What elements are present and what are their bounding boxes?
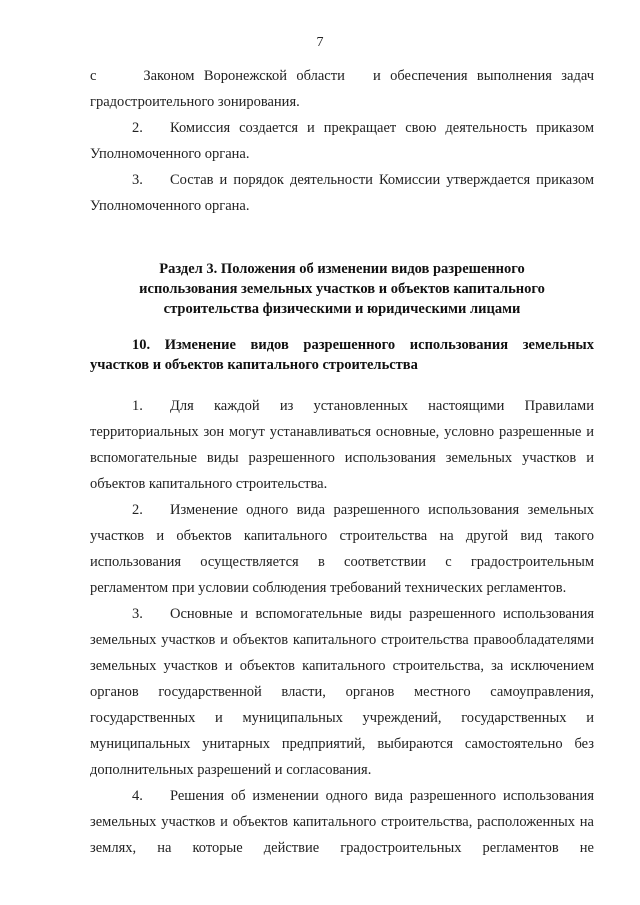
article-10-clause-1-line-1	[90, 393, 594, 419]
clause-2-text-1: Комиссия создается и прекращает свою деятельность приказом	[170, 120, 594, 136]
clause-3-number: 3.	[132, 172, 143, 188]
article-10-clause-3-number: 3.	[132, 606, 143, 622]
subsection-title-line-2: участков и объектов капитального строительства	[90, 357, 418, 373]
section-title	[90, 259, 594, 319]
article-10-clause-2-text-1: Изменение одного вида разрешенного использования земельных	[170, 502, 594, 518]
article-10-clause-4-number: 4.	[132, 788, 143, 804]
article-10-clause-3-text-1: Основные и вспомогательные виды разрешенного использования	[170, 606, 594, 622]
intro-line-2: градостроительного зонирования.	[90, 94, 300, 110]
clause-3-line-1	[90, 167, 594, 193]
clause-2-number: 2.	[132, 120, 143, 136]
subsection-title	[90, 335, 594, 375]
section-title-line-1: Раздел 3. Положения об изменении видов разрешенного	[159, 261, 525, 277]
document-body	[90, 63, 594, 861]
article-10-clause-3-line-1	[90, 601, 594, 627]
clause-3-line-2: Уполномоченного органа.	[90, 198, 250, 214]
intro-line-1: с Законом Воронежской области и обеспечения выполнения задач	[90, 68, 594, 84]
article-10-clause-2-text-rest: участков и объектов капитального строительства на другой вид такого использования осуществляется в соответствии с градостроительным регламентом при условии соблюдения требований технических регламентов.	[90, 528, 594, 596]
subsection-title-line-1: 10. Изменение видов разрешенного использования земельных	[132, 337, 594, 353]
clause-3	[90, 167, 594, 219]
intro-paragraph	[90, 63, 594, 115]
section-title-line-3: строительства физическими и юридическими лицами	[163, 301, 521, 317]
article-10-clause-3	[90, 601, 594, 783]
article-10-clause-4-line-1	[90, 783, 594, 809]
section-title-line-2: использования земельных участков и объектов капитального	[139, 281, 545, 297]
article-10-clause-4-text-1: Решения об изменении одного вида разрешенного использования	[170, 788, 594, 804]
article-10-clause-1-text-rest: территориальных зон могут устанавливаться основные, условно разрешенные и вспомогательные виды разрешенного использования земельных участков и объектов капитального строительства.	[90, 424, 594, 492]
article-10-clause-2-number: 2.	[132, 502, 143, 518]
article-10-clause-1-number: 1.	[132, 398, 143, 414]
article-10-clause-2-line-1	[90, 497, 594, 523]
article-10-clause-4	[90, 783, 594, 861]
clause-3-text-1: Состав и порядок деятельности Комиссии утверждается приказом	[170, 172, 594, 188]
clause-2	[90, 115, 594, 167]
clause-2-line-2: Уполномоченного органа.	[90, 146, 250, 162]
clause-2-line-1	[90, 115, 594, 141]
article-10-clause-4-text-rest: земельных участков и объектов капитального строительства, расположенных на землях, на которые действие градостроительных регламентов не	[90, 814, 594, 856]
article-10-clause-1	[90, 393, 594, 497]
page-number: 7	[316, 35, 324, 50]
article-10-clause-2	[90, 497, 594, 601]
article-10-clause-1-text-1: Для каждой из установленных настоящими Правилами	[170, 398, 594, 414]
article-10-clause-3-text-rest: земельных участков и объектов капитального строительства правообладателями земельных участков и объектов капитального строительства, за исключением органов государственной власти, органов местного самоуправления, государственных и муниципальных учреждений, государственных и муниципальных унитарных предприятий, выбираются самостоятельно без дополнительных разрешений и согласования.	[90, 632, 594, 778]
